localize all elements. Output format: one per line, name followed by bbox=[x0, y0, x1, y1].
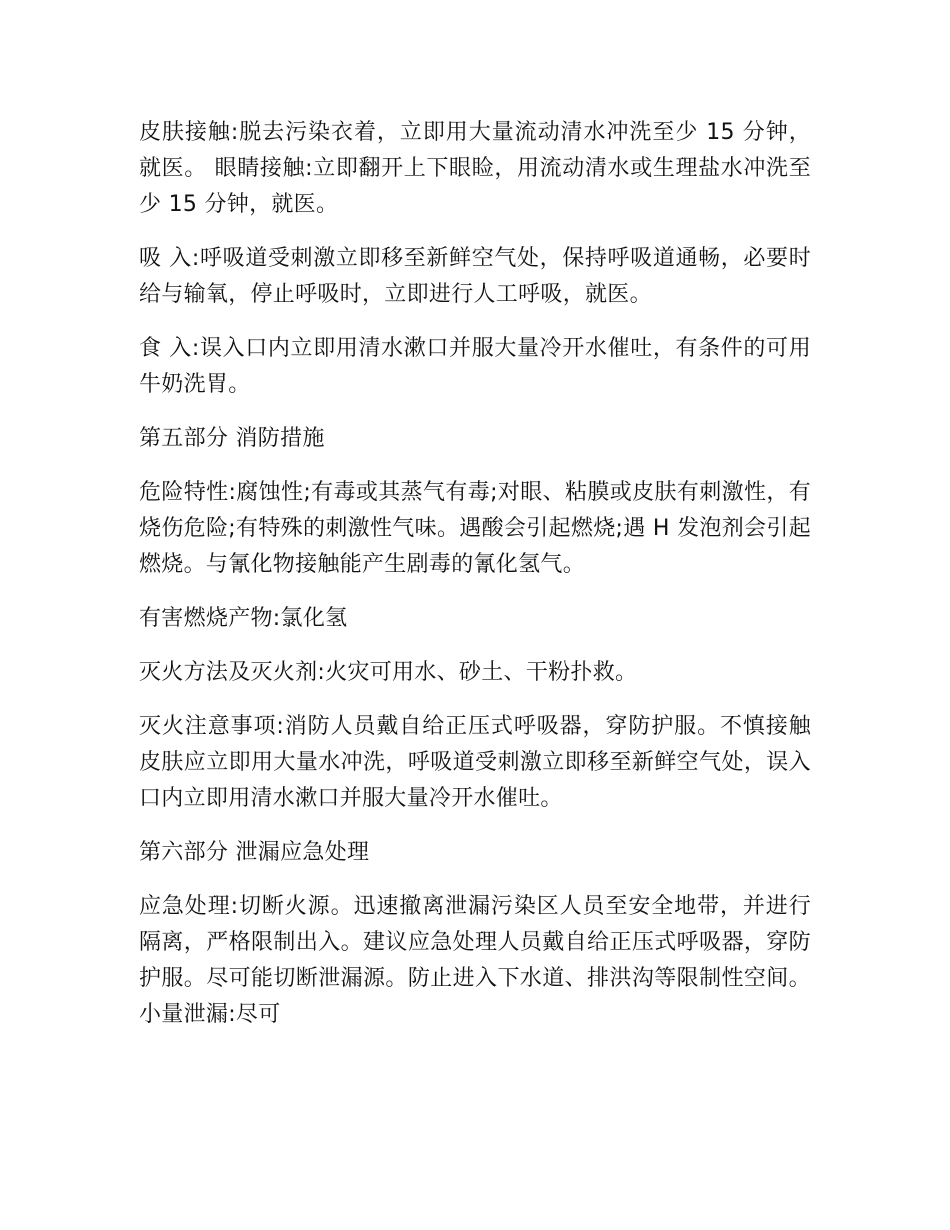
paragraph-emergency-handling: 应急处理:切断火源。迅速撤离泄漏污染区人员至安全地带，并进行隔离，严格限制出入。建议应急处理人员戴自给正压式呼吸器，穿防护服。尽可能切断泄漏源。防止进入下水道、排洪沟等限制性空间。小量泄漏:尽可 bbox=[139, 894, 811, 1027]
paragraph-inhalation: 吸 入:呼吸道受刺激立即移至新鲜空气处，保持呼吸道通畅，必要时给与输氧，停止呼吸时，立即进行人工呼吸，就医。 bbox=[139, 246, 811, 307]
paragraph-firefighting-notes: 灭火注意事项:消防人员戴自给正压式呼吸器，穿防护服。不慎接触皮肤应立即用大量水冲洗，呼吸道受刺激立即移至新鲜空气处，误入口内立即用清水漱口并服大量冷开水催吐。 bbox=[139, 714, 811, 811]
paragraph-hazard-properties: 危险特性:腐蚀性;有毒或其蒸气有毒;对眼、粘膜或皮肤有刺激性，有烧伤危险;有特殊的刺激性气味。遇酸会引起燃烧;遇 H 发泡剂会引起燃烧。与氰化物接触能产生剧毒的氰化氢气。 bbox=[139, 480, 811, 577]
section-heading-fire-measures: 第五部分 消防措施 bbox=[139, 426, 325, 451]
paragraph-extinguishing-agents: 灭火方法及灭火剂:火灾可用水、砂土、干粉扑救。 bbox=[139, 660, 638, 685]
paragraph-ingestion: 食 入:误入口内立即用清水漱口并服大量冷开水催吐，有条件的可用牛奶洗胃。 bbox=[139, 336, 811, 397]
paragraph-skin-eye-contact: 皮肤接触:脱去污染衣着，立即用大量流动清水冲洗至少 15 分钟，就医。 眼睛接触:立即翻开上下眼睑，用流动清水或生理盐水冲洗至少 15 分钟，就医。 bbox=[139, 120, 811, 217]
paragraph-combustion-products: 有害燃烧产物:氯化氢 bbox=[139, 606, 348, 631]
section-heading-leak-response: 第六部分 泄漏应急处理 bbox=[139, 840, 370, 865]
document-page bbox=[139, 115, 811, 1051]
